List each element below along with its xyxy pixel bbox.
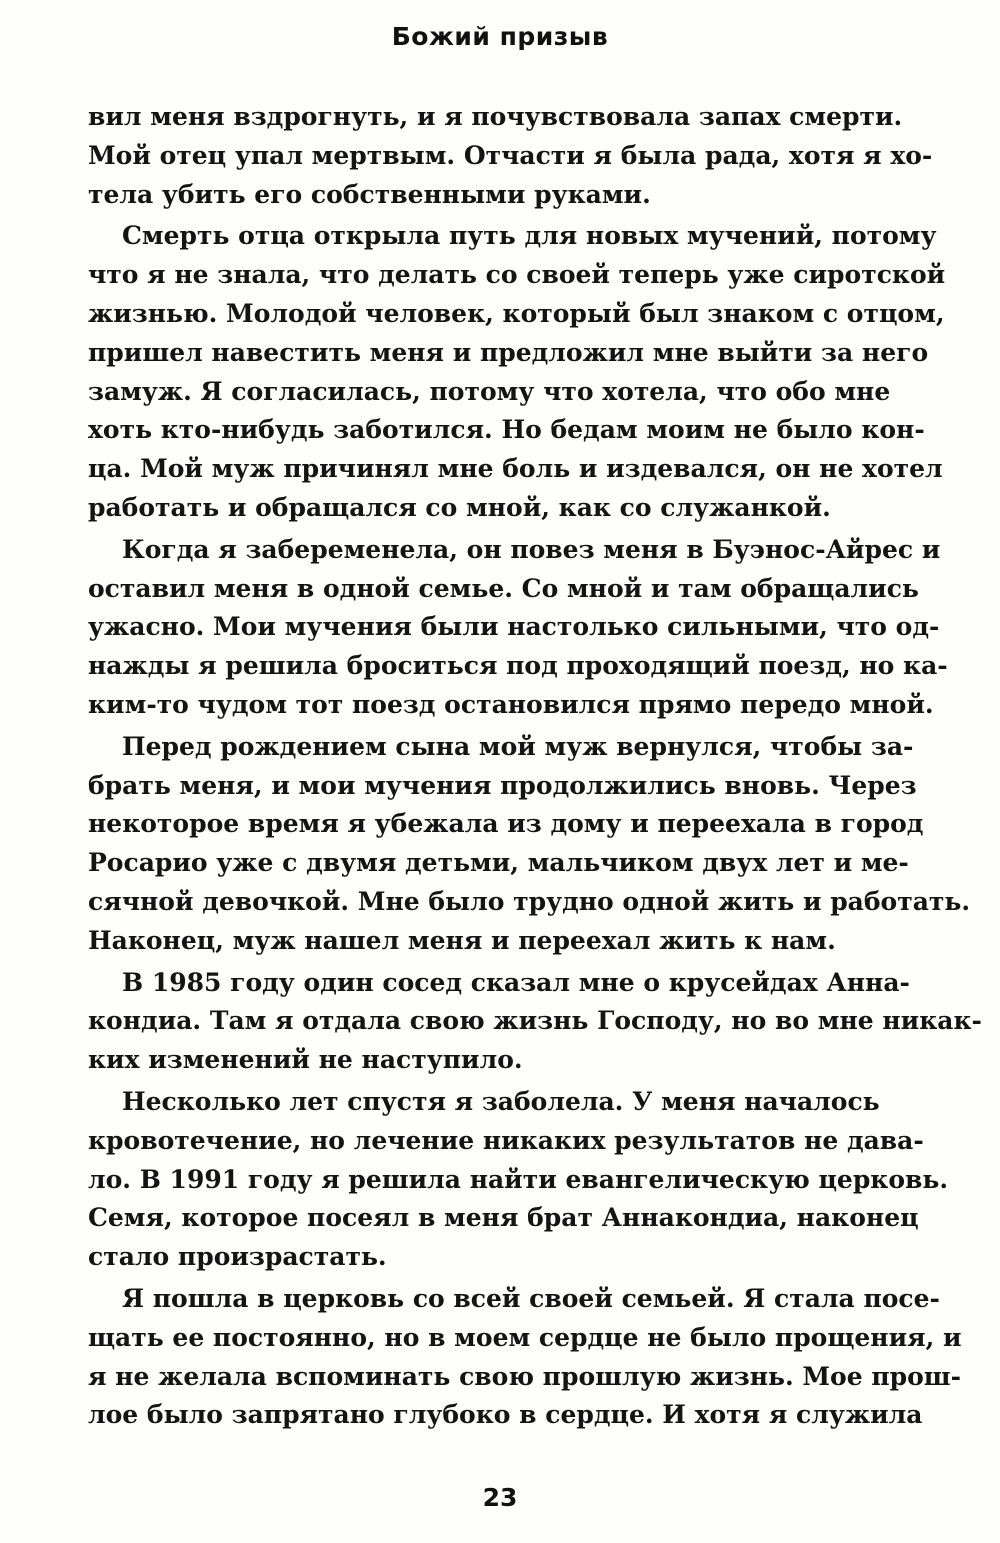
text-line: В 1985 году один сосед сказал мне о крусейдах Анна-: [122, 967, 910, 997]
text-line: Несколько лет спустя я заболела. У меня началось: [122, 1086, 880, 1116]
text-line: сячной девочкой. Мне было трудно одной жить и работать.: [88, 886, 971, 916]
paragraph: [88, 728, 971, 961]
text-line: ких изменений не наступило.: [88, 1045, 523, 1075]
text-line: Росарио уже с двумя детьми, мальчиком двух лет и ме-: [88, 848, 909, 878]
paragraph: [88, 531, 948, 725]
paragraph: [88, 1083, 949, 1277]
text-line: ким-то чудом тот поезд остановился прямо передо мной.: [88, 689, 934, 719]
text-line: Семя, которое посеял в меня брат Аннакондиа, наконец: [88, 1203, 919, 1233]
text-line: жизнью. Молодой человек, который был знаком с отцом,: [88, 298, 945, 328]
text-line: тела убить его собственными руками.: [88, 179, 651, 209]
text-line: я не желала вспоминать свою прошлую жизнь. Мое прош-: [88, 1361, 962, 1391]
text-line: пришел навестить меня и предложил мне выйти за него: [88, 337, 929, 367]
text-line: некоторое время я убежала из дому и переехала в город: [88, 809, 924, 839]
text-line: Когда я забеременела, он повез меня в Буэнос-Айрес и: [122, 534, 941, 564]
paragraph: [88, 217, 946, 527]
text-line: Смерть отца открыла путь для новых мучений, потому: [122, 221, 937, 251]
text-line: что я не знала, что делать со своей теперь уже сиротской: [88, 260, 946, 290]
text-line: брать меня, и мои мучения продолжились вновь. Через: [88, 770, 917, 800]
text-line: замуж. Я согласилась, потому что хотела, что обо мне: [88, 376, 891, 406]
text-line: Мой отец упал мертвым. Отчасти я была рада, хотя я хо-: [88, 140, 933, 170]
text-line: ужасно. Мои мучения были настолько сильными, что од-: [88, 612, 940, 642]
text-line: оставил меня в одной семье. Со мной и там обращались: [88, 573, 919, 603]
paragraph: [88, 964, 982, 1080]
running-head-title: Божий призыв: [391, 22, 609, 51]
text-line: кровотечение, но лечение никаких результатов не дава-: [88, 1125, 924, 1155]
text-line: лое было запрятано глубоко в сердце. И хотя я служила: [88, 1400, 923, 1430]
text-line: Я пошла в церковь со всей своей семьей. Я стала посе-: [122, 1283, 940, 1313]
text-line: кондиа. Там я отдала свою жизнь Господу, но во мне никак-: [88, 1006, 982, 1036]
text-line: нажды я решила броситься под проходящий поезд, но ка-: [88, 651, 948, 681]
text-line: вил меня вздрогнуть, и я почувствовала запах смерти.: [88, 102, 903, 131]
text-line: щать ее постоянно, но в моем сердце не было прощения, и: [88, 1322, 962, 1352]
text-line: Наконец, муж нашел меня и переехал жить к нам.: [88, 925, 836, 955]
text-line: ло. В 1991 году я решила найти евангелическую церковь.: [88, 1164, 949, 1194]
paragraph: [88, 1280, 962, 1435]
text-line: работать и обращался со мной, как со служанкой.: [88, 492, 831, 522]
paragraph: [88, 98, 933, 214]
text-line: стало произрастать.: [88, 1242, 387, 1272]
text-line: ца. Мой муж причинял мне боль и издевался, он не хотел: [88, 454, 943, 484]
body-text: [88, 98, 982, 1435]
text-line: Перед рождением сына мой муж вернулся, чтобы за-: [122, 731, 914, 761]
page-number: 23: [482, 1483, 518, 1512]
text-line: хоть кто-нибудь заботился. Но бедам моим не было кон-: [88, 415, 925, 445]
